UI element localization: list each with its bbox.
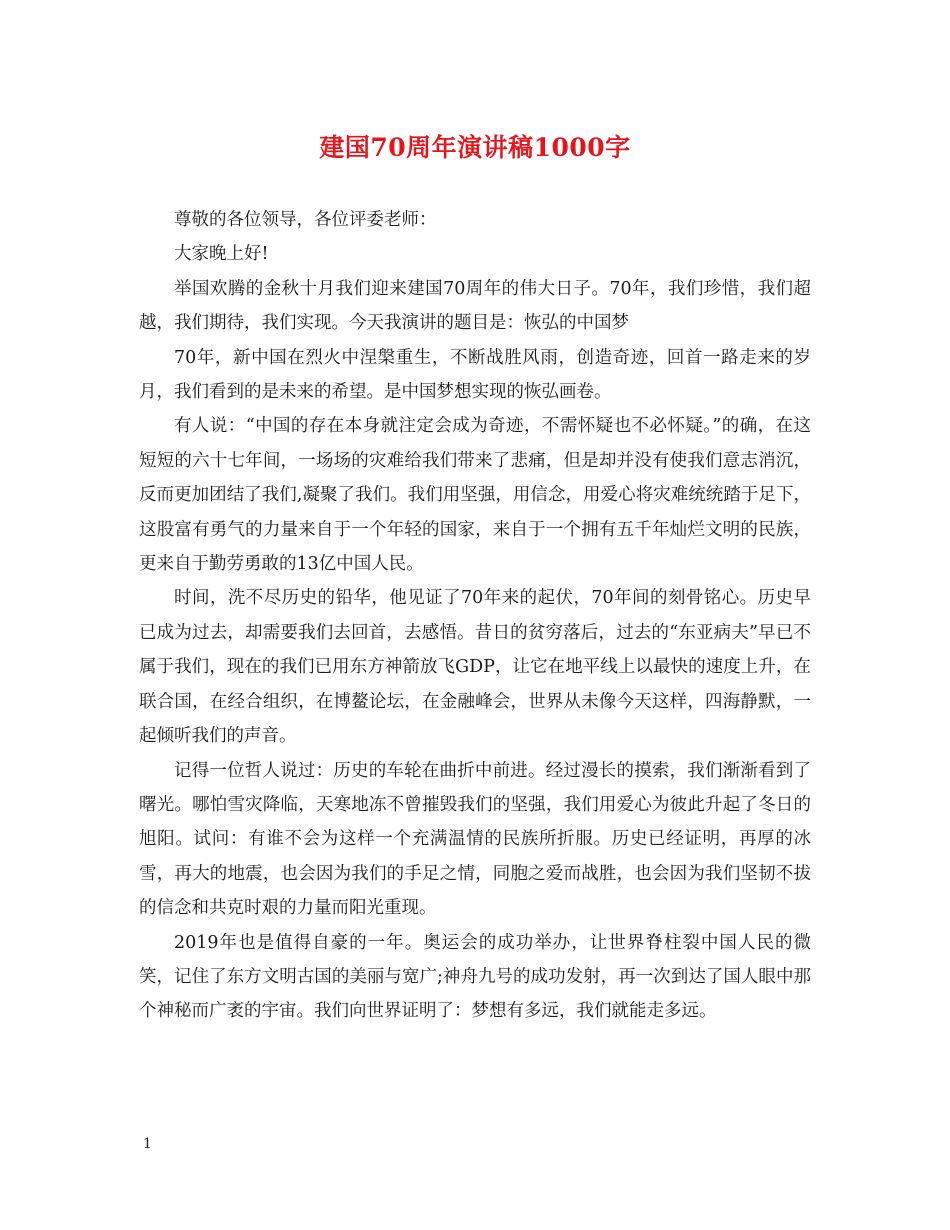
paragraph: 举国欢腾的金秋十月我们迎来建国70周年的伟大日子。70年，我们珍惜，我们超越，我们期待，我们实现。今天我演讲的题目是：恢弘的中国梦 (139, 278, 811, 334)
paragraph-greeting: 大家晚上好! (174, 244, 269, 265)
document-body (139, 203, 811, 1029)
page-number: 1 (143, 1136, 152, 1152)
paragraph: 时间，洗不尽历史的铅华，他见证了70年来的起伏，70年间的刻骨铭心。历史早已成为过去，却需要我们去回首，去感悟。昔日的贫穷落后，过去的“东亚病夫”早已不属于我们，现在的我们已用东方神箭放飞GDP，让它在地平线上以最快的速度上升，在联合国，在经合组织，在博鳌论坛，在金融峰会，世界从未像今天这样，四海静默，一起倾听我们的声音。 (139, 588, 811, 747)
paragraph: 记得一位哲人说过：历史的车轮在曲折中前进。经过漫长的摸索，我们渐渐看到了曙光。哪怕雪灾降临，天寒地冻不曾摧毁我们的坚强，我们用爱心为彼此升起了冬日的旭阳。试问：有谁不会为这样一个充满温情的民族所折服。历史已经证明，再厚的冰雪，再大的地震，也会因为我们的手足之情，同胞之爱而战胜，也会因为我们坚韧不拔的信念和共克时艰的力量而阳光重现。 (139, 760, 811, 919)
paragraph: 70年，新中国在烈火中涅槃重生，不断战胜风雨，创造奇迹，回首一路走来的岁月，我们看到的是未来的希望。是中国梦想实现的恢弘画卷。 (139, 347, 811, 403)
document-title: 建国70周年演讲稿1000字 (319, 133, 631, 162)
paragraph: 有人说：“中国的存在本身就注定会成为奇迹，不需怀疑也不必怀疑。”的确，在这短短的六十七年间，一场场的灾难给我们带来了悲痛，但是却并没有使我们意志消沉，反而更加团结了我们,凝聚了我们。我们用坚强，用信念，用爱心将灾难统统踏于足下，这股富有勇气的力量来自于一个年轻的国家，来自于一个拥有五千年灿烂文明的民族，更来自于勤劳勇敢的13亿中国人民。 (139, 416, 811, 575)
paragraph: 2019年也是值得自豪的一年。奥运会的成功举办，让世界脊柱裂中国人民的微笑，记住了东方文明古国的美丽与宽广;神舟九号的成功发射，再一次到达了国人眼中那个神秘而广袤的宇宙。我们向世界证明了：梦想有多远，我们就能走多远。 (139, 932, 811, 1022)
paragraph-salutation: 尊敬的各位领导，各位评委老师： (174, 210, 437, 230)
